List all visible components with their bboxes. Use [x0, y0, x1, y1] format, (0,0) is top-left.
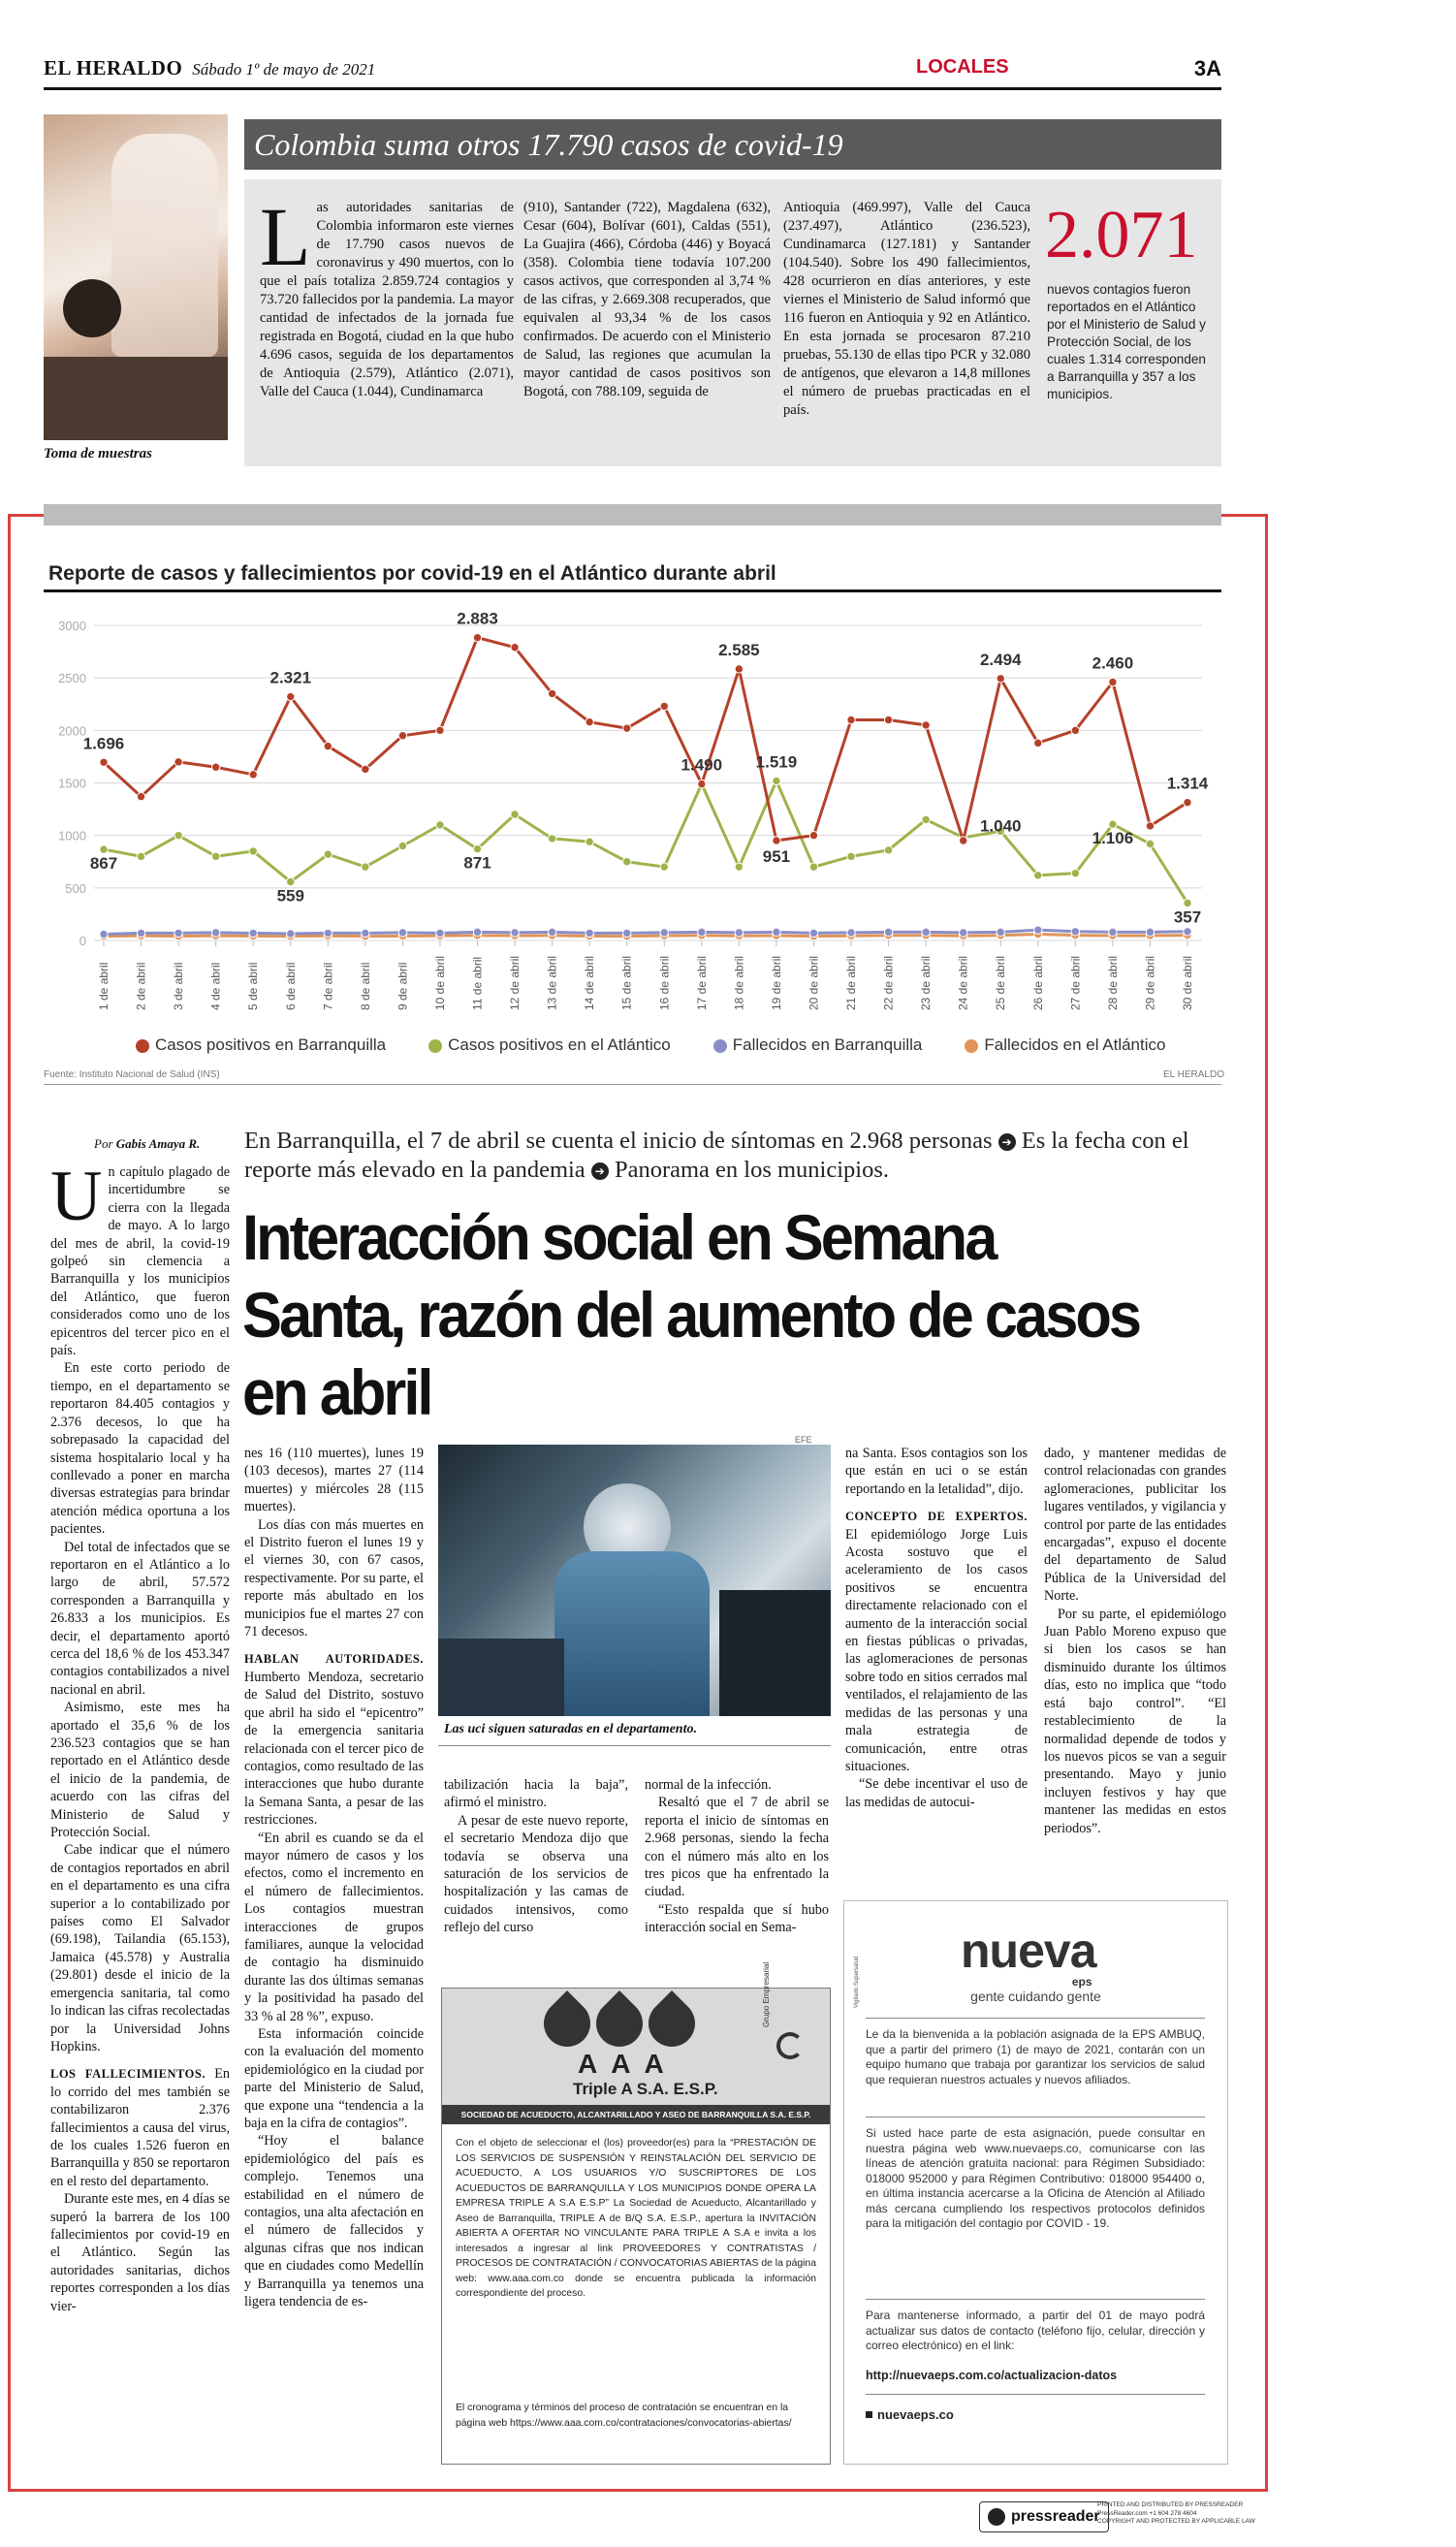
- data-point: [959, 837, 966, 844]
- data-point: [698, 928, 706, 936]
- data-point: [884, 716, 892, 723]
- water-drop-icon: [544, 2000, 695, 2047]
- data-point: [997, 675, 1004, 683]
- data-point: [1109, 820, 1117, 828]
- x-tick-label: 17 de abril: [694, 955, 709, 1010]
- article-photo-credit: EFE: [795, 1435, 812, 1445]
- x-tick-label: 12 de abril: [508, 955, 522, 1010]
- data-point: [1184, 928, 1191, 936]
- data-point: [1146, 928, 1154, 936]
- legend-swatch: [965, 1039, 978, 1053]
- x-tick-label: 23 de abril: [919, 955, 934, 1010]
- aaa-body: Con el objeto de seleccionar el (los) proveedor(es) para la “PRESTACIÓN DE LOS SERVICIOS DE SUSPENSIÓN Y REINSTALACIÓN DEL SERVICIO DE ACUEDUCTO, A LOS USUARIOS Y/O SUSCRIPTORES DE LOS ACUEDUCTOS DE BARRANQUILLA Y LOS MUNICIPIOS DONDE OPERA LA EMPRESA TRIPLE A S.A E.S.P” La Sociedad de Acueducto, Alcantarillado y Aseo de Barranquilla, TRIPLE A de B/Q S.A. E.S.P., apertura la INVITACIÓN ABIERTA A OFERTAR NO VINCULANTE PARA TRIPLE A S.A e invita a los interesados a ingresar al link PROVEEDORES Y CONTRATISTAS / PROCESOS DE CONTRATACIÓN / CONVOCATORIAS ABIERTAS de la página web: www.aaa.com.co donde se encuentra publicada la información correspondiente del proceso.: [456, 2138, 816, 2299]
- x-tick-label: 15 de abril: [619, 955, 634, 1010]
- article-photo-caption: Las uci siguen saturadas en el departamento.: [444, 1722, 697, 1736]
- y-tick-label: 3000: [58, 619, 86, 633]
- legend-swatch: [713, 1039, 727, 1053]
- data-point: [735, 665, 743, 673]
- y-tick-label: 0: [79, 934, 86, 948]
- nueva-side-label: Vigilado Supersalud: [854, 1956, 860, 2008]
- x-tick-label: 21 de abril: [844, 955, 859, 1010]
- x-tick-label: 10 de abril: [432, 955, 447, 1010]
- x-tick-label: 2 de abril: [134, 962, 148, 1010]
- article-col4: normal de la infección. Resaltó que el 7 de abril se reporta el inicio de síntomas en 2.968 personas, siendo la fecha con el número más alto en los tres picos que ha enfrentado la ciudad. “Esto respalda que sí hubo interacción social en Sema-: [645, 1777, 829, 1936]
- data-point: [137, 929, 144, 937]
- data-point: [249, 771, 257, 779]
- section-label: LOCALES: [916, 56, 1009, 78]
- data-point: [1034, 872, 1042, 879]
- nueva-tagline: gente cuidando gente: [970, 1989, 1101, 2004]
- data-point: [586, 838, 593, 845]
- data-point: [847, 852, 855, 860]
- data-point: [1146, 840, 1154, 847]
- highlight-number: 2.071: [1045, 198, 1198, 272]
- data-label: 1.040: [979, 816, 1022, 836]
- data-label: 2.494: [979, 650, 1022, 669]
- data-label: 357: [1173, 907, 1202, 927]
- x-tick-label: 27 de abril: [1068, 955, 1083, 1010]
- data-label: 2.883: [457, 609, 498, 628]
- data-point: [735, 863, 743, 871]
- x-tick-label: 26 de abril: [1030, 955, 1045, 1010]
- data-point: [809, 831, 817, 839]
- article-col2: nes 16 (110 muertes), lunes 19 (103 decesos), martes 27 (114 muertes) y miércoles 28 (115 muertes). Los días con más muertes en el Distrito fueron el lunes 19 y el viernes 30, con 67 casos, respectivamente. Por su parte, el reporte más abultado en los municipios fue el martes 27 con 71 decesos. HABLAN AUTORIDADES. Humberto Mendoza, secretario de Salud del Distrito, sostuvo que abril ha sido el “epicentro” de la emergencia sanitaria relacionada con el tercer pico de contagios, como resultado de las interacciones que hubo durante la Semana Santa, a pesar de las restricciones. “En abril es cuando se da el mayor número de casos y los efectos, como el incremento en el número de fallecimientos. Los contagios muestran interacciones de grupos familiares, aunque la velocidad de contagio ha disminuido durante las dos últimas semanas y la positividad ha pasado del 33 % al 28 %”, expuso. Esta información coincide con la evaluación del momento epidemiológico en la ciudad por parte del Ministerio de Salud, que expone una “tendencia a la baja en la cifra de contagios”. “Hoy el balance epidemiológico del país es complejo. Tenemos una estabilidad en el número de contagios, una alta afectación en el número de fallecidos y algunas cifras que nos indican que en ciudades como Medellín y Barranquilla ya tenemos una ligera tendencia de es-: [244, 1446, 424, 2310]
- subhead-autoridades: HABLAN AUTORIDADES.: [244, 1652, 424, 1667]
- x-tick-label: 13 de abril: [545, 955, 559, 1010]
- data-point: [773, 928, 780, 936]
- legend-swatch: [428, 1039, 442, 1053]
- data-label: 951: [762, 846, 791, 866]
- top-story-title: Colombia suma otros 17.790 casos de covid-19: [254, 127, 843, 162]
- data-point: [137, 792, 144, 800]
- data-point: [249, 847, 257, 855]
- data-point: [1109, 678, 1117, 685]
- data-point: [287, 877, 295, 885]
- data-point: [1184, 899, 1191, 907]
- arrow-right-icon: ➔: [998, 1133, 1016, 1151]
- data-point: [548, 928, 555, 936]
- data-point: [398, 842, 406, 849]
- masthead: [44, 56, 1221, 85]
- series-line: [104, 780, 1187, 906]
- top-story-col1: L as autoridades sanitarias de Colombia informaron este viernes de 17.790 casos nuevos de coronavirus y 490 muertos, con lo que el país totaliza 2.859.724 contagios y 73.720 fallecidos por la pandemia. La mayor cantidad de infectados de la jornada fue registrada en Bogotá, ciudad en la que hubo 4.696 casos, seguida de los departamentos de Antioquia (2.579), Atlántico (2.071), Valle del Cauca (1.044), Cundinamarca: [260, 190, 514, 399]
- nueva-rule3: [866, 2299, 1205, 2300]
- top-story-col2: (910), Santander (722), Magdalena (632), Cesar (604), Bolívar (601), Caldas (551), La Guajira (466), Córdoba (446) y Boyacá (358). Colombia tiene todavía 107.200 casos activos, que corresponden al 3,74 % de las cifras, y 2.669.308 recuperados, que equivalen al 93,34 % de los casos confirmados. De acuerdo con el Ministerio de Salud, las regiones que acumulan la mayor cantidad de casos positivos son Bogotá, con 788.109, seguida de: [523, 200, 771, 399]
- article-headline: Interacción social en Semana Santa, razón del aumento de casos en abril: [242, 1201, 1140, 1428]
- top-photo-caption: Toma de muestras: [44, 446, 152, 462]
- subhead-fallecimientos: LOS FALLECIMIENTOS.: [50, 2067, 206, 2082]
- data-label: 559: [276, 886, 304, 906]
- x-tick-label: 9 de abril: [396, 962, 410, 1010]
- data-point: [362, 765, 369, 773]
- legend-label: Fallecidos en Barranquilla: [732, 1035, 923, 1054]
- chart-bottom-rule: [44, 1084, 1221, 1085]
- data-point: [1071, 928, 1079, 936]
- bullet-icon: [866, 2411, 872, 2418]
- x-tick-label: 20 de abril: [807, 955, 821, 1010]
- legend-label: Casos positivos en el Atlántico: [448, 1035, 671, 1054]
- data-point: [211, 929, 219, 937]
- legend-label: Fallecidos en el Atlántico: [984, 1035, 1166, 1054]
- data-label: 2.460: [1092, 653, 1134, 673]
- data-point: [623, 929, 631, 937]
- legend-label: Casos positivos en Barranquilla: [155, 1035, 387, 1054]
- nueva-p1: Le da la bienvenida a la población asignada de la EPS AMBUQ, que a partir del primero (1) de mayo de 2021, contarán con un equipo humano que trabaja por garantizar los servicios de salud que requieran nuestros actuales y nuevos afiliados.: [866, 2027, 1205, 2086]
- nueva-rule: [866, 2018, 1205, 2019]
- data-point: [398, 732, 406, 740]
- data-point: [511, 811, 519, 818]
- data-point: [922, 928, 930, 936]
- data-point: [586, 717, 593, 725]
- data-label: 1.106: [1092, 829, 1134, 848]
- data-label: 1.314: [1166, 774, 1209, 793]
- nueva-link[interactable]: http://nuevaeps.com.co/actualizacion-datos: [866, 2369, 1118, 2382]
- aaa-logo-text: AAA: [578, 2049, 678, 2079]
- data-point: [660, 863, 668, 871]
- x-tick-label: 6 de abril: [283, 962, 298, 1010]
- data-point: [1146, 822, 1154, 830]
- x-tick-label: 28 de abril: [1105, 955, 1120, 1010]
- data-point: [287, 692, 295, 700]
- x-tick-label: 14 de abril: [583, 955, 597, 1010]
- data-point: [809, 929, 817, 937]
- data-point: [922, 721, 930, 729]
- data-point: [362, 929, 369, 937]
- data-point: [773, 837, 780, 844]
- chart-source: Fuente: Instituto Nacional de Salud (INS): [44, 1069, 220, 1080]
- data-point: [809, 863, 817, 871]
- nueva-p2: Si usted hace parte de esta asignación, puede consultar en nuestra página web www.nuevaeps.co, comunicarse con las líneas de atención gratuita nacional: para Régimen Subsidiado: 018000 952000 y para Régimen Contributivo: 018000 954400 o, en última instancia acercarse a la Oficina de Atención al Afiliado más cercana cumpliendo los respectivos protocolos definidos para la mitigación del contagio por COVID - 19.: [866, 2126, 1205, 2230]
- nueva-eps-advertisement: [843, 1900, 1228, 2465]
- chart-title: Reporte de casos y fallecimientos por covid-19 en el Atlántico durante abril: [48, 562, 776, 585]
- top-dropcap: L: [260, 190, 311, 283]
- data-point: [436, 726, 444, 734]
- subhead-expertos: CONCEPTO DE EXPERTOS.: [845, 1510, 1028, 1524]
- data-point: [324, 850, 332, 858]
- chart-credit: EL HERALDO: [1163, 1069, 1224, 1080]
- issue-date: Sábado 1º de mayo de 2021: [192, 60, 376, 79]
- article-col5: na Santa. Esos contagios son los que están en uci o se están reportando en la letalidad”, dijo. CONCEPTO DE EXPERTOS. El epidemiólogo Jorge Luis Acosta sostuvo que el aceleramiento de los casos positivos se encuentra directamente relacionado con el aumento de la interacción social en fiestas públicas o privadas, las aglomeraciones de personas sobre todo en sitios cerrados mal ventilados, el relajamiento de las medidas de las personas y una mala estrategia de comunicación, entre otras situaciones. “Se debe incentivar el uso de las medidas de autocui-: [845, 1446, 1028, 1810]
- x-tick-label: 7 de abril: [321, 962, 335, 1010]
- aaa-logo-area: [442, 1961, 830, 2105]
- top-story-col3: Antioquia (469.997), Valle del Cauca (237.497), Atlántico (236.523), Cundinamarca (127.181) y Santander (104.540). Sobre los 490 fallecimientos, 428 ocurrieron en días anteriores, y este viernes el Ministerio de Salud informó que 116 fueron en Antioquia y 92 en Atlántico. En esta jornada se procesaron 87.210 pruebas, 55.130 de ellas tipo PCR y 32.080 de antígenos, que elevaron a 14,8 millones el número de pruebas practicadas en el país.: [783, 200, 1030, 418]
- data-point: [473, 633, 481, 641]
- data-point: [511, 644, 519, 652]
- data-point: [473, 844, 481, 852]
- data-point: [1034, 926, 1042, 934]
- data-label: 1.519: [755, 752, 798, 772]
- data-point: [884, 928, 892, 936]
- data-point: [773, 777, 780, 784]
- data-point: [997, 928, 1004, 936]
- x-tick-label: 19 de abril: [769, 955, 783, 1010]
- data-point: [623, 858, 631, 866]
- data-point: [548, 835, 555, 843]
- x-tick-label: 30 de abril: [1181, 955, 1194, 1010]
- x-tick-label: 16 de abril: [657, 955, 672, 1010]
- data-point: [959, 929, 966, 937]
- data-point: [287, 930, 295, 938]
- data-point: [398, 929, 406, 937]
- nueva-footer: nuevaeps.co: [866, 2407, 954, 2422]
- pressreader-icon: [988, 2508, 1005, 2526]
- data-point: [324, 929, 332, 937]
- nueva-p3: Para mantenerse informado, a partir del 01 de mayo podrá actualizar sus datos de contacto (teléfono fijo, celular, dirección y correo electrónico) en el link:: [866, 2308, 1205, 2352]
- data-point: [1071, 869, 1079, 876]
- data-point: [548, 689, 555, 697]
- x-tick-label: 4 de abril: [208, 962, 223, 1010]
- data-point: [100, 930, 108, 938]
- article-col6: dado, y mantener medidas de control relacionadas con grandes aglomeraciones, publicitar los lugares ventilados, y vigilancia y control por parte de las entidades encargadas”, expuso el docente del departamento de Salud Pública de la Universidad del Norte. Por su parte, el epidemiólogo Juan Pablo Moreno expuso que si bien los casos se han disminuido durante los últimos días, esto no implica que “todo está bajo control”. “El restablecimiento de la normalidad depende de todos y los nuevos picos se van a seguir presentando. Mayo y junio incluyen festivos y hay que mantener las medidas en estos periodos”.: [1044, 1446, 1226, 1836]
- x-tick-label: 25 de abril: [994, 955, 1008, 1010]
- data-point: [698, 780, 706, 787]
- paper-name: EL HERALDO: [44, 56, 183, 80]
- x-tick-label: 1 de abril: [97, 962, 111, 1010]
- data-point: [211, 852, 219, 860]
- data-point: [137, 852, 144, 860]
- legend-item: [136, 1035, 386, 1055]
- article-dropcap: U: [50, 1157, 103, 1236]
- highlight-text: nuevos contagios fueron reportados en el Atlántico por el Ministerio de Salud y Protección Social, de los cuales 1.314 corresponden a Barranquilla y 357 a los municipios.: [1047, 282, 1206, 401]
- x-tick-label: 29 de abril: [1143, 955, 1157, 1010]
- data-label: 2.321: [269, 668, 312, 687]
- aaa-tagline: SOCIEDAD DE ACUEDUCTO, ALCANTARILLADO Y ASEO DE BARRANQUILLA S.A. E.S.P.: [442, 2105, 830, 2124]
- chart-top-band: [44, 504, 1221, 525]
- byline-author: Gabis Amaya R.: [115, 1136, 201, 1151]
- y-tick-label: 1000: [58, 828, 86, 844]
- data-label: 1.696: [82, 734, 125, 753]
- data-point: [660, 702, 668, 710]
- y-tick-label: 2500: [58, 671, 86, 686]
- data-label: 871: [463, 853, 491, 873]
- nueva-logo: nueva eps: [961, 1924, 1096, 1989]
- data-point: [362, 863, 369, 871]
- header-rule: [44, 87, 1221, 90]
- legend-item: [428, 1035, 671, 1055]
- line-chart: [44, 601, 1221, 1081]
- data-point: [922, 815, 930, 823]
- legend-item: [965, 1035, 1165, 1055]
- aaa-advertisement: [441, 1961, 831, 2465]
- series-line: [104, 638, 1187, 841]
- x-tick-label: 22 de abril: [881, 955, 896, 1010]
- x-tick-label: 24 de abril: [956, 955, 970, 1010]
- pressreader-badge[interactable]: pressreader: [979, 2501, 1109, 2532]
- data-point: [473, 928, 481, 936]
- y-tick-label: 2000: [58, 723, 86, 739]
- data-point: [586, 929, 593, 937]
- x-tick-label: 8 de abril: [358, 962, 372, 1010]
- data-point: [1184, 798, 1191, 806]
- data-point: [623, 724, 631, 732]
- data-point: [735, 929, 743, 937]
- x-tick-label: 3 de abril: [172, 962, 186, 1010]
- top-story-photo: [44, 114, 228, 440]
- x-tick-label: 18 de abril: [732, 955, 746, 1010]
- data-point: [174, 831, 182, 839]
- article-col3: tabilización hacia la baja”, afirmó el ministro. A pesar de este nuevo reporte, el secretario Mendoza dijo que todavía se observa una saturación de los servicios de hospitalización y las camas de cuidados intensivos, como reflejo del curso: [444, 1777, 628, 1936]
- chart-title-rule: [44, 589, 1221, 592]
- data-point: [249, 929, 257, 937]
- data-point: [174, 929, 182, 937]
- data-label: 1.490: [681, 755, 723, 775]
- data-point: [324, 742, 332, 749]
- aaa-side-label: Grupo Empresarial: [762, 1961, 771, 2027]
- data-point: [1071, 726, 1079, 734]
- pressreader-legal: PRINTED AND DISTRIBUTED BY PRESSREADER PressReader.com +1 604 278 4604 COPYRIGHT AND PROTECTED BY APPLICABLE LAW: [1097, 2501, 1255, 2525]
- data-label: 2.585: [718, 640, 760, 659]
- top-story-title-bar: [244, 119, 1221, 170]
- x-tick-label: 5 de abril: [246, 962, 261, 1010]
- nueva-rule4: [866, 2394, 1205, 2395]
- page-number: 3A: [1193, 56, 1221, 80]
- data-point: [436, 821, 444, 829]
- data-point: [847, 929, 855, 937]
- data-point: [660, 929, 668, 937]
- article-photo: [438, 1445, 831, 1716]
- y-tick-label: 500: [65, 880, 86, 896]
- arrow-right-icon: ➔: [591, 1162, 609, 1180]
- chart-legend: [136, 1035, 1183, 1055]
- aaa-company: Triple A S.A. E.S.P.: [573, 2080, 718, 2098]
- article-col1: Un capítulo plagado de incertidumbre se cierra con la llegada de mayo. A lo largo del mes de abril, la covid-19 golpeó sin clemencia a Barranquilla y los municipios del Atlántico, que fueron considerados como uno de los epicentros del tercer pico en el país. En este corto periodo de tiempo, en el departamento se reportaron 84.405 contagios y 2.376 decesos, lo que ha sobrepasado la capacidad del sistema hospitalario local y ha conllevado a poner en marcha diversas estrategias para brindar atención médica oportuna a los pacientes. Del total de infectados que se reportaron en el Atlántico a lo largo de abril, 57.572 corresponden a Barranquilla y 26.833 a los municipios. Es decir, el departamento aportó cerca del 18,6 % de los 453.347 contagios contabilizados a nivel nacional en abril. Asimismo, este mes ha aportado el 35,6 % de los 236.523 contagios que se han reportado en el Atlántico desde el inicio de la pandemia, de acuerdo con las cifras del Ministerio de Salud y Protección Social. Cabe indicar que el número de contagios reportados en abril en el departamento es una cifra superior a lo contabilizado por países como El Salvador (69.198), Tailandia (65.153), Jamaica (45.578) y Australia (29.801) desde el inicio de la emergencia sanitaria, tal como lo indican las cifras recolectadas por la Universidad Johns Hopkins. LOS FALLECIMIENTOS. En lo corrido del mes también se contabilizaron 2.376 fallecimientos a causa del virus, de los cuales 1.526 fueron en Barranquilla y 850 se reportaron en el resto del departamento. Durante este mes, en 4 días se superó la barrera de los 100 fallecimientos por covid-19 en el Atlántico. Según las autoridades sanitarias, dichos reportes corresponden a los días vier-: [50, 1157, 230, 2314]
- grupo-logo-icon: [776, 2032, 804, 2059]
- aaa-body2: El cronograma y términos del proceso de contratación se encuentran en la página web https://www.aaa.com.co/contrataciones/convocatorias-abiertas/: [456, 2403, 792, 2429]
- data-point: [1034, 739, 1042, 747]
- legend-item: [713, 1035, 923, 1055]
- article-deck: En Barranquilla, el 7 de abril se cuenta el inicio de síntomas en 2.968 personas ➔ Es la fecha con el reporte más elevado en la pandemia ➔ Panorama en los municipios.: [244, 1128, 1189, 1183]
- caption-rule: [438, 1745, 831, 1746]
- data-point: [174, 758, 182, 766]
- legend-swatch: [136, 1039, 149, 1053]
- data-point: [100, 845, 108, 853]
- byline: Por Gabis Amaya R.: [94, 1136, 201, 1151]
- data-point: [100, 758, 108, 766]
- x-tick-label: 11 de abril: [470, 956, 485, 1010]
- data-point: [511, 929, 519, 937]
- data-point: [847, 716, 855, 723]
- data-point: [1109, 928, 1117, 936]
- data-label: 867: [89, 854, 118, 874]
- y-tick-label: 1500: [58, 776, 86, 791]
- data-point: [884, 846, 892, 854]
- data-point: [211, 763, 219, 771]
- data-point: [436, 929, 444, 937]
